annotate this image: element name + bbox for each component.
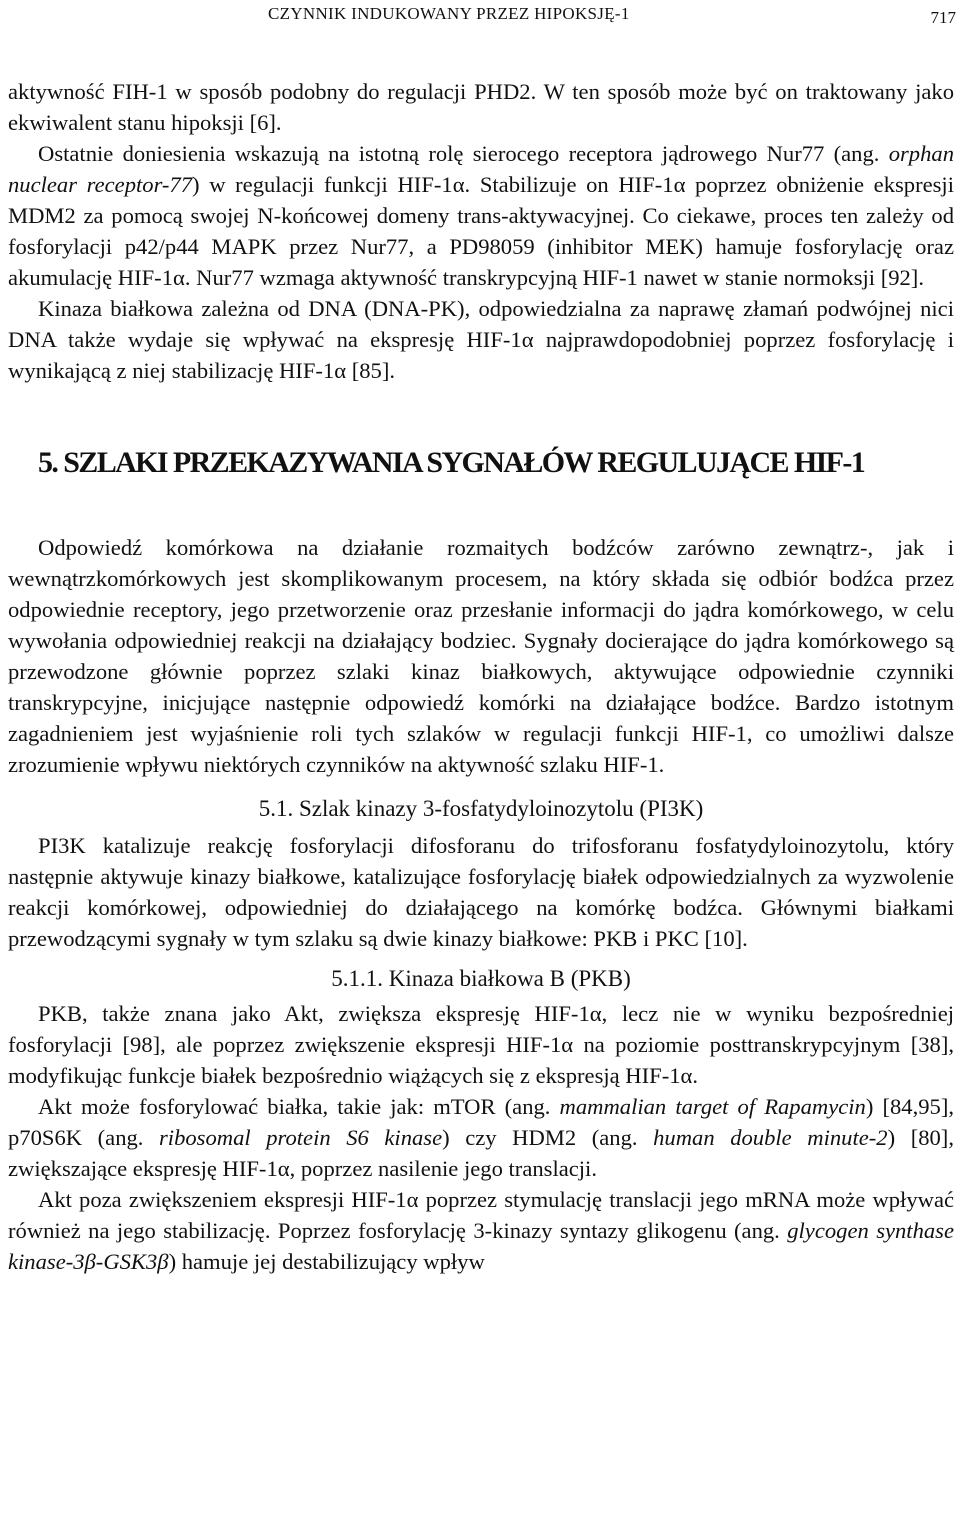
paragraph-text: ) hamuje jej destabilizujący wpływ bbox=[168, 1249, 485, 1274]
paragraph-akt-stability bbox=[8, 1184, 954, 1277]
italic-term: ribosomal protein S6 kinase bbox=[159, 1125, 443, 1150]
paragraph-text: PKB, także znana jako Akt, zwiększa ekspresję HIF-1α, lecz nie w wyniku bezpośredniej fosforylacji [98], ale poprzez zwiększenie ekspresji HIF-1α na poziomie posttranskrypcyjnym [38], modyfikując funkcje białek bezpośrednio wiążących się z ekspresją HIF-1α. bbox=[8, 1001, 954, 1088]
paragraph-text: Kinaza białkowa zależna od DNA (DNA-PK), odpowiedzialna za naprawę złamań podwójnej nici DNA także wydaje się wpływać na ekspresję HIF-1α najprawdopodobniej poprzez fosforylację i wynikającą z niej stabilizację HIF-1α [85]. bbox=[8, 296, 954, 383]
italic-term: orphan nuclear receptor-77 bbox=[8, 141, 954, 197]
section-heading: 5. SZLAKI PRZEKAZYWANIA SYGNAŁÓW REGULUJĄCE HIF-1 bbox=[38, 446, 865, 479]
italic-term: human double minute-2 bbox=[653, 1125, 888, 1150]
page-number: 717 bbox=[930, 8, 956, 27]
body-text bbox=[8, 76, 954, 1277]
paragraph-text: Akt może fosforylować białka, takie jak: mTOR (ang. bbox=[38, 1094, 560, 1119]
paragraph-nur77 bbox=[8, 138, 954, 293]
paragraph-akt-targets bbox=[8, 1091, 954, 1184]
paragraph-text: aktywność FIH-1 w sposób podobny do regulacji PHD2. W ten sposób może być on traktowany jako ekwiwalent stanu hipoksji [6]. bbox=[8, 79, 954, 135]
paragraph-text: ) czy HDM2 (ang. bbox=[442, 1125, 654, 1150]
running-title: CZYNNIK INDUKOWANY PRZEZ HIPOKSJĘ-1 bbox=[268, 4, 630, 23]
running-header bbox=[0, 4, 960, 26]
italic-term: glycogen synthase kinase-3β-GSK3β bbox=[8, 1218, 955, 1274]
italic-term: mammalian target of Rapamycin bbox=[559, 1094, 866, 1119]
paragraph-text: Akt poza zwiększeniem ekspresji HIF-1α poprzez stymulację translacji jego mRNA może wpływać również na jego stabilizację. Poprzez fosforylację 3-kinazy syntazy glikogenu (ang. bbox=[8, 1187, 954, 1243]
paragraph-pkb bbox=[8, 998, 954, 1091]
paragraph-text: ) w regulacji funkcji HIF-1α. Stabilizuje on HIF-1α poprzez obniżenie ekspresji MDM2 za pomocą swojej N-końcowej domeny trans-aktywacyjnej. Co ciekawe, proces ten zależy od fosforylacji p42/p44 MAPK przez Nur77, a PD98059 (inhibitor MEK) hamuje fosforylację oraz akumulację HIF-1α. Nur77 wzmaga aktywność transkrypcyjną HIF-1 nawet w stanie normoksji [92]. bbox=[8, 172, 954, 290]
paragraph-text: Ostatnie doniesienia wskazują na istotną rolę sierocego receptora jądrowego Nur77 (ang. bbox=[38, 141, 889, 166]
paragraph-text: PI3K katalizuje reakcję fosforylacji difosforanu do trifosforanu fosfatydyloinozytolu, który następnie aktywuje kinazy białkowe, katalizujące fosforylację białek odpowiedzialnych za wyzwolenie reakcji komórkowej, odpowiedniej do działającego na komórkę bodźca. Głównymi białkami przewodzącymi sygnały w tym szlaku są dwie kinazy białkowe: PKB i PKC [10]. bbox=[8, 833, 954, 951]
paragraph-continuation bbox=[8, 76, 954, 138]
subsubsection-heading: 5.1.1. Kinaza białkowa B (PKB) bbox=[331, 966, 631, 991]
paragraph-signaling bbox=[8, 532, 954, 780]
subsection-heading: 5.1. Szlak kinazy 3-fosfatydyloinozytolu (PI3K) bbox=[258, 796, 704, 821]
paragraph-text: Odpowiedź komórkowa na działanie rozmaitych bodźców zarówno zewnątrz-, jak i wewnątrzkomórkowych jest skomplikowanym procesem, na który składa się odbiór bodźca przez odpowiednie receptory, jego przetworzenie oraz przesłanie informacji do jądra komórkowego, w celu wywołania odpowiedniej reakcji na działający bodziec. Sygnały docierające do jądra komórkowego są przewodzone głównie poprzez szlaki kinaz białkowych, aktywujące odpowiednie czynniki transkrypcyjne, inicjujące następnie odpowiedź komórki na działające bodźce. Bardzo istotnym zagadnieniem jest wyjaśnienie roli tych szlaków w regulacji funkcji HIF-1, co umożliwi dalsze zrozumienie wpływu niektórych czynników na aktywność szlaku HIF-1. bbox=[8, 535, 954, 777]
paragraph-pi3k bbox=[8, 830, 954, 954]
paragraph-text: ) [80], zwiększające ekspresję HIF-1α, poprzez nasilenie jego translacji. bbox=[8, 1125, 954, 1181]
paragraph-dna-pk bbox=[8, 293, 954, 386]
paragraph-text: ) [84,95], p70S6K (ang. bbox=[8, 1094, 954, 1150]
